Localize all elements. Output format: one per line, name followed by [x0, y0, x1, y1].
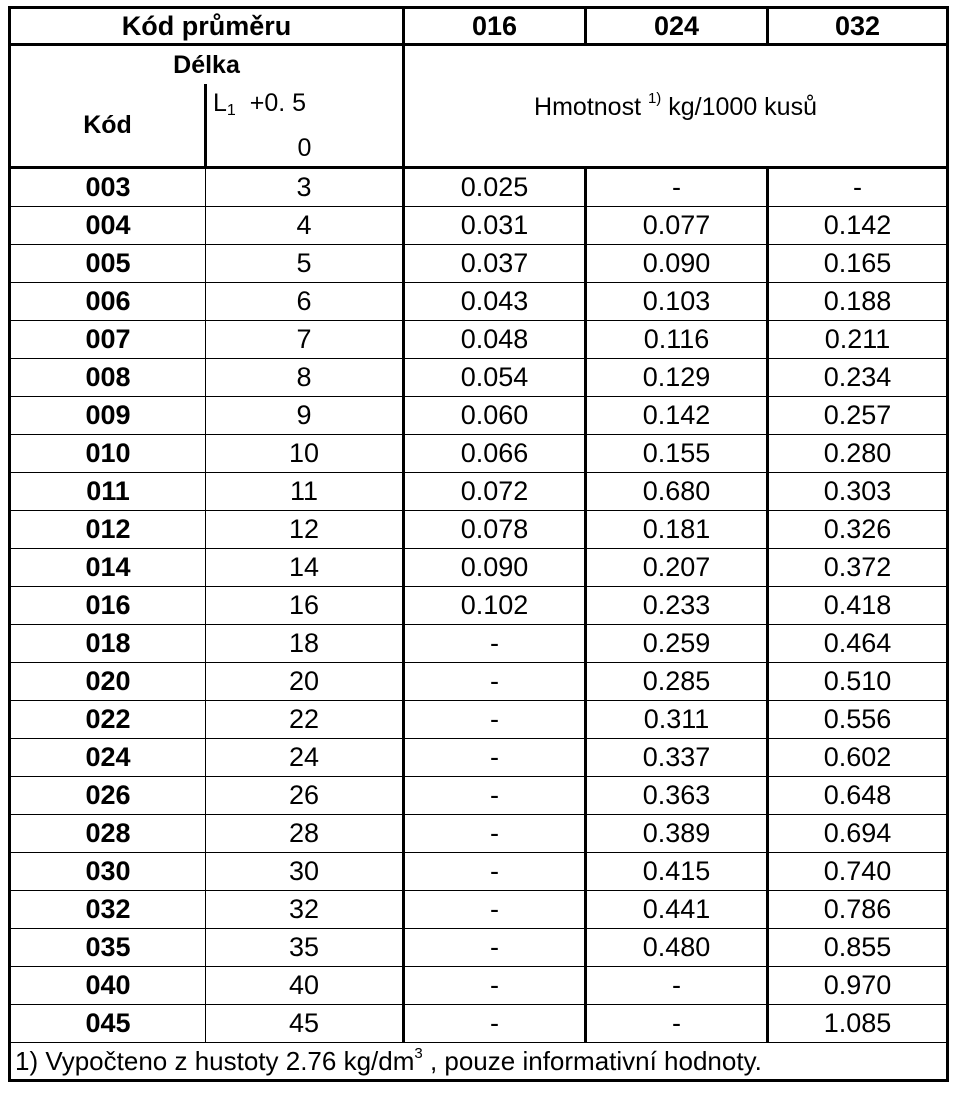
table-row: [10, 625, 948, 663]
cell-weight-024: 0.142: [586, 397, 768, 435]
cell-length: 40: [206, 967, 404, 1005]
cell-weight-024: 0.389: [586, 815, 768, 853]
cell-length: 30: [206, 853, 404, 891]
cell-length: 28: [206, 815, 404, 853]
table-row: [10, 777, 948, 815]
cell-weight-016: -: [404, 1005, 586, 1043]
cell-length: 18: [206, 625, 404, 663]
cell-weight-032: 0.786: [768, 891, 948, 929]
table-row: [10, 853, 948, 891]
cell-kod: 026: [10, 777, 206, 815]
cell-weight-016: 0.054: [404, 359, 586, 397]
cell-kod: 006: [10, 283, 206, 321]
cell-weight-016: -: [404, 853, 586, 891]
table-row: [10, 549, 948, 587]
cell-weight-032: 0.740: [768, 853, 948, 891]
cell-weight-024: 0.363: [586, 777, 768, 815]
cell-kod: 009: [10, 397, 206, 435]
cell-weight-032: 0.418: [768, 587, 948, 625]
l1-label: L: [213, 89, 227, 117]
cell-kod: 024: [10, 739, 206, 777]
cell-length: 35: [206, 929, 404, 967]
cell-weight-032: 0.234: [768, 359, 948, 397]
cell-weight-016: -: [404, 777, 586, 815]
cell-length: 9: [206, 397, 404, 435]
table-row: [10, 891, 948, 929]
footnote-superscript: 3: [414, 1045, 423, 1062]
hmotnost-footnote-ref: 1): [647, 90, 662, 107]
header-kod-prumeru: Kód průměru: [10, 8, 404, 45]
header-diameter-016: 016: [404, 8, 586, 45]
cell-weight-024: -: [586, 967, 768, 1005]
table-row: [10, 435, 948, 473]
cell-kod: 022: [10, 701, 206, 739]
footnote-text-after: , pouze informativní hodnoty.: [422, 1046, 762, 1076]
table-row: [10, 587, 948, 625]
cell-weight-032: 0.556: [768, 701, 948, 739]
cell-kod: 011: [10, 473, 206, 511]
cell-length: 32: [206, 891, 404, 929]
cell-weight-016: 0.048: [404, 321, 586, 359]
cell-kod: 020: [10, 663, 206, 701]
header-diameter-032: 032: [768, 8, 948, 45]
header-hmotnost: [404, 45, 948, 168]
header-delka: Délka: [173, 50, 240, 79]
cell-length: 11: [206, 473, 404, 511]
cell-weight-016: -: [404, 815, 586, 853]
cell-kod: 003: [10, 168, 206, 207]
cell-weight-024: 0.233: [586, 587, 768, 625]
cell-kod: 040: [10, 967, 206, 1005]
cell-kod: 007: [10, 321, 206, 359]
cell-weight-032: 0.280: [768, 435, 948, 473]
table-row: [10, 473, 948, 511]
footnote-text: 1) Vypočteno z hustoty 2.76 kg/dm: [15, 1046, 415, 1076]
cell-weight-024: -: [586, 1005, 768, 1043]
cell-length: 26: [206, 777, 404, 815]
header-row-diameter: [10, 8, 948, 45]
cell-weight-016: 0.060: [404, 397, 586, 435]
cell-length: 24: [206, 739, 404, 777]
cell-length: 8: [206, 359, 404, 397]
cell-kod: 018: [10, 625, 206, 663]
cell-weight-016: 0.066: [404, 435, 586, 473]
table-row: [10, 929, 948, 967]
cell-weight-024: 0.090: [586, 245, 768, 283]
table-row: [10, 245, 948, 283]
cell-kod: 008: [10, 359, 206, 397]
cell-weight-032: 0.694: [768, 815, 948, 853]
table-row: [10, 815, 948, 853]
cell-kod: 014: [10, 549, 206, 587]
cell-weight-016: -: [404, 701, 586, 739]
cell-weight-016: -: [404, 967, 586, 1005]
table-row: [10, 168, 948, 207]
table-row: [10, 663, 948, 701]
tolerance-upper: +0. 5: [249, 89, 307, 117]
cell-weight-024: 0.116: [586, 321, 768, 359]
table-row: [10, 359, 948, 397]
cell-kod: 005: [10, 245, 206, 283]
cell-weight-032: 1.085: [768, 1005, 948, 1043]
cell-length: 22: [206, 701, 404, 739]
tolerance-lower: 0: [206, 130, 404, 168]
hmotnost-unit: kg/1000 kusů: [661, 93, 817, 121]
table-row: [10, 321, 948, 359]
cell-weight-016: 0.090: [404, 549, 586, 587]
cell-weight-016: 0.072: [404, 473, 586, 511]
cell-weight-016: 0.031: [404, 207, 586, 245]
cell-weight-024: 0.337: [586, 739, 768, 777]
hmotnost-label: Hmotnost: [534, 93, 648, 121]
cell-weight-032: 0.211: [768, 321, 948, 359]
cell-kod: 012: [10, 511, 206, 549]
cell-weight-024: 0.155: [586, 435, 768, 473]
cell-length: 10: [206, 435, 404, 473]
cell-weight-032: -: [768, 168, 948, 207]
cell-kod: 016: [10, 587, 206, 625]
cell-kod: 010: [10, 435, 206, 473]
cell-weight-032: 0.165: [768, 245, 948, 283]
cell-weight-032: 0.510: [768, 663, 948, 701]
table-row: [10, 1005, 948, 1043]
l1-subscript: 1: [226, 102, 236, 119]
table-row: [10, 967, 948, 1005]
cell-weight-016: -: [404, 739, 586, 777]
cell-weight-032: 0.188: [768, 283, 948, 321]
header-diameter-024: 024: [586, 8, 768, 45]
cell-weight-024: 0.441: [586, 891, 768, 929]
cell-weight-032: 0.602: [768, 739, 948, 777]
cell-weight-016: 0.025: [404, 168, 586, 207]
cell-kod: 030: [10, 853, 206, 891]
cell-weight-032: 0.303: [768, 473, 948, 511]
cell-weight-024: -: [586, 168, 768, 207]
header-kod: Kód: [83, 110, 132, 139]
cell-weight-032: 0.257: [768, 397, 948, 435]
cell-length: 5: [206, 245, 404, 283]
cell-weight-032: 0.372: [768, 549, 948, 587]
cell-weight-024: 0.207: [586, 549, 768, 587]
cell-weight-032: 0.326: [768, 511, 948, 549]
cell-weight-016: -: [404, 663, 586, 701]
cell-weight-024: 0.415: [586, 853, 768, 891]
cell-kod: 028: [10, 815, 206, 853]
table-row: [10, 283, 948, 321]
table-row: [10, 207, 948, 245]
cell-weight-024: 0.311: [586, 701, 768, 739]
table-row: [10, 701, 948, 739]
cell-weight-032: 0.648: [768, 777, 948, 815]
header-row-delka: [10, 45, 948, 85]
cell-weight-024: 0.103: [586, 283, 768, 321]
cell-weight-016: 0.078: [404, 511, 586, 549]
cell-weight-032: 0.970: [768, 967, 948, 1005]
table-row: [10, 397, 948, 435]
cell-weight-032: 0.464: [768, 625, 948, 663]
cell-length: 12: [206, 511, 404, 549]
cell-length: 16: [206, 587, 404, 625]
cell-length: 45: [206, 1005, 404, 1043]
cell-weight-024: 0.259: [586, 625, 768, 663]
cell-weight-016: 0.037: [404, 245, 586, 283]
cell-length: 14: [206, 549, 404, 587]
cell-length: 20: [206, 663, 404, 701]
cell-length: 6: [206, 283, 404, 321]
cell-weight-032: 0.142: [768, 207, 948, 245]
cell-weight-024: 0.680: [586, 473, 768, 511]
table-row: [10, 511, 948, 549]
footnote-row: [10, 1043, 948, 1081]
footnote: [10, 1043, 948, 1081]
cell-weight-024: 0.480: [586, 929, 768, 967]
table-row: [10, 739, 948, 777]
cell-weight-024: 0.285: [586, 663, 768, 701]
header-l1: [206, 84, 404, 130]
cell-weight-032: 0.855: [768, 929, 948, 967]
cell-weight-024: 0.077: [586, 207, 768, 245]
cell-kod: 035: [10, 929, 206, 967]
cell-weight-016: 0.102: [404, 587, 586, 625]
cell-kod: 045: [10, 1005, 206, 1043]
cell-length: 7: [206, 321, 404, 359]
cell-length: 4: [206, 207, 404, 245]
cell-weight-016: 0.043: [404, 283, 586, 321]
cell-length: 3: [206, 168, 404, 207]
cell-weight-016: -: [404, 929, 586, 967]
cell-kod: 032: [10, 891, 206, 929]
cell-kod: 004: [10, 207, 206, 245]
weights-table: [8, 6, 949, 1082]
cell-weight-024: 0.129: [586, 359, 768, 397]
cell-weight-024: 0.181: [586, 511, 768, 549]
cell-weight-016: -: [404, 891, 586, 929]
cell-weight-016: -: [404, 625, 586, 663]
